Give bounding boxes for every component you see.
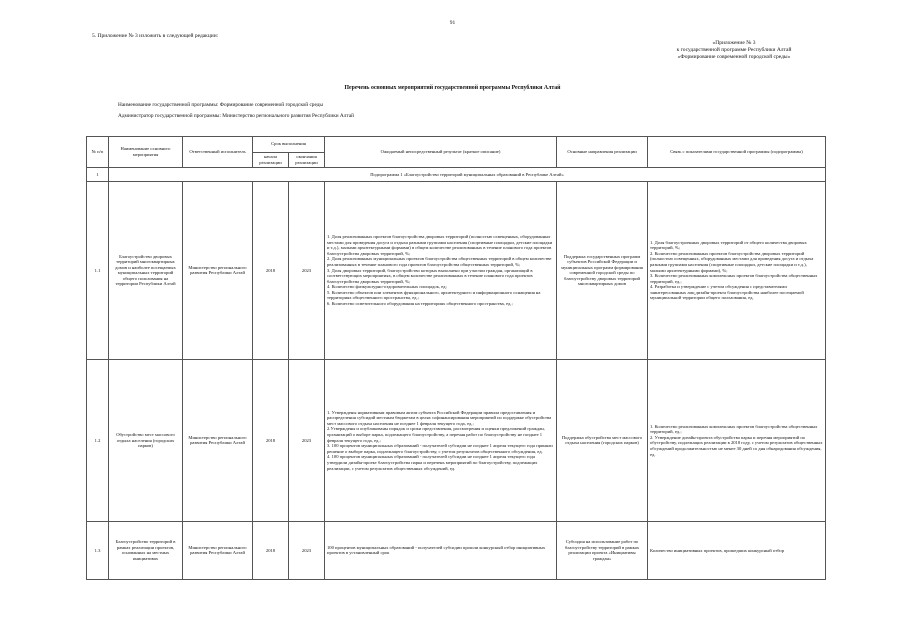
table-header-row xyxy=(87,137,826,153)
row-start: 2018 xyxy=(253,181,289,359)
row-result: 1. Утверждены нормативным правовым актом субъекта Российской Федерации правила предоставления и распределения субсидий местным бюджетам в целях софинансирования мероприятий по поддержке обустройства мест массового отдыха населения не позднее 1 февраля текущего года, ед.; 2.Утверждены и опубликованы порядок и сроки представления, рассмотрения и оценки предложений граждан, организаций о выборе парка, подлежащего благоустройству, а перечня работ по благоустройству не позднее 1 февраля текущего года, ед.; 3. 100 процентов муниципальных образований - получателей субсидии не позднее 1 апреля текущего года приняли решение о выборе парка, подлежащего благоустройству, с учетом результатов общественного обсуждения, ед. 4. 100 процентов муниципальных образований - получателей субсидии не позднее 1 апреля текущего года утвердили дизайн-проект благоустройства парка и перечень мероприятий по благоустройству, подлежащих реализации, с учетом результатов общественных обсуждений, ед. xyxy=(325,360,557,522)
header-start: начала реализации xyxy=(253,152,289,168)
row-link: 1. Доля благоустроенных дворовых территорий от общего количества дворовых территорий, %; 2. Количество реализованных проектов благоустройства дворовых территорий (полностью освещенных, оборудованных местами для проведения досуга и отдыха разными группами населения (спортивные площадки, детские площадки и т.д.), малыми архитектурными формами), %; 3. Количество реализованных комплексных проектов благоустройства общественных территорий, ед.; 4. Разработка и утверждение с учетом обсуждения с представителями заинтересованных лиц дизайн-проекта благоустройства наиболее посещаемой муниципальной территории общего пользования, ед. xyxy=(648,181,826,359)
row-start: 2018 xyxy=(253,360,289,522)
row-directions: Поддержка государственных программ субъектов Российской Федерации и муниципальных программ формирования современной городской среды по благоустройству дворовых территорий многоквартирных домов xyxy=(557,181,648,359)
appendix-line-2: к государственной программе Республики Алтай xyxy=(676,47,792,53)
header-num: № п/п xyxy=(87,137,109,168)
intro-line: 5. Приложение № 3 изложить в следующей редакции: xyxy=(92,33,219,39)
header-end: окончания реализации xyxy=(289,152,325,168)
table-row xyxy=(87,521,826,579)
row-name: Обустройство мест массового отдыха населения (городских парков) xyxy=(109,360,183,522)
document-title: Перечень основных мероприятий государственной программы Республики Алтай xyxy=(344,85,561,91)
page-number: 91 xyxy=(449,20,456,26)
appendix-line-3: «Формирование современной городской среды» xyxy=(677,54,791,60)
row-num: 1.1 xyxy=(87,181,109,359)
row-link: 1. Количество реализованных комплексных проектов благоустройства общественных территорий, ед.; 2. Утверждение дизайн-проекта обустройства парка и перечня мероприятий по обустройству, подлежащих реализации в 2018 году, с учетом результатов общественных обсуждений продолжительностью не менее 30 дней со дня обнародования обсуждения, ед. xyxy=(648,360,826,522)
row-executor: Министерство регионального развития Республики Алтай xyxy=(183,521,253,579)
row-start: 2018 xyxy=(253,521,289,579)
program-administrator: Администратор государственной программы: Министерство регионального развития Республики Алтай xyxy=(118,113,354,119)
row-num: 1.2 xyxy=(87,360,109,522)
subprogram-num: 1 xyxy=(87,168,109,181)
header-directions: Основные направления реализации xyxy=(557,137,648,168)
measures-table xyxy=(86,136,826,580)
row-end: 2023 xyxy=(289,181,325,359)
row-name: Благоустройство дворовых территорий многоквартирных домов и наиболее посещаемых муниципальных территорий общего пользования на территории Республики Алтай xyxy=(109,181,183,359)
row-result: 100 процентов муниципальных образований - получателей субсидии прошли конкурсный отбор инициативных проектов в установленный срок xyxy=(325,521,557,579)
header-result: Ожидаемый непосредственный результат (краткое описание) xyxy=(325,137,557,168)
table-row xyxy=(87,181,826,359)
program-name: Наименование государственной программы: Формирование современной городской среды xyxy=(118,102,323,108)
row-directions: Субсидия на использование работ по благоустройству территорий в рамках реализации проекта «Инициативы граждан» xyxy=(557,521,648,579)
appendix-header xyxy=(649,40,819,61)
row-executor: Министерство регионального развития Республики Алтай xyxy=(183,360,253,522)
table-row xyxy=(87,360,826,522)
header-link: Связь с показателями государственной программы (подпрограммы) xyxy=(648,137,826,168)
header-executor: Ответственный исполнитель xyxy=(183,137,253,168)
row-result: 1. Доля реализованных проектов благоустройства дворовых территорий (полностью освещенных, оборудованных местами для проведения досуга и отдыха разными группами населения (спортивные площадки, детские площадки и т.д.), малыми архитектурными формами) в общем количестве реализованных в течение планового года проектов благоустройства дворовых территорий, %; 2. Доля реализованных муниципальных проектов благоустройства общественных территорий в общем количестве реализованных в течение планового года проектов благоустройства общественных территорий, %; 3. Доля дворовых территорий, благоустройство которых выполнено при участии граждан, организаций в соответствующих мероприятиях, в общем количестве реализованных в течение планового года проектов благоустройства дворовых территорий, %; 4. Количество физкультурно-оздоровительных площадок, ед; 5. Количество объектов или элементов функционального, архитектурного и информационного оснащения на территориях общественного пространства, ед.; 6. Количество осветительного оборудования на территориях общественного пространства, ед.; xyxy=(325,181,557,359)
subprogram-title: Подпрограмма 1 «Благоустройство территорий муниципальных образований в Республике Алтай» xyxy=(109,168,826,181)
header-name: Наименование основного мероприятия xyxy=(109,137,183,168)
row-directions: Поддержка обустройства мест массового отдыха населения (городских парков) xyxy=(557,360,648,522)
row-executor: Министерство регионального развития Республики Алтай xyxy=(183,181,253,359)
row-name: Благоустройство территорий в рамках реализации проектов, основанных на местных инициативах xyxy=(109,521,183,579)
row-end: 2023 xyxy=(289,521,325,579)
subprogram-row xyxy=(87,168,826,181)
row-num: 1.3 xyxy=(87,521,109,579)
row-link: Количество инициативных проектов, прошедших конкурсный отбор xyxy=(648,521,826,579)
row-end: 2023 xyxy=(289,360,325,522)
header-terms: Срок выполнения xyxy=(253,137,325,153)
appendix-line-1: «Приложение № 3 xyxy=(712,40,756,46)
